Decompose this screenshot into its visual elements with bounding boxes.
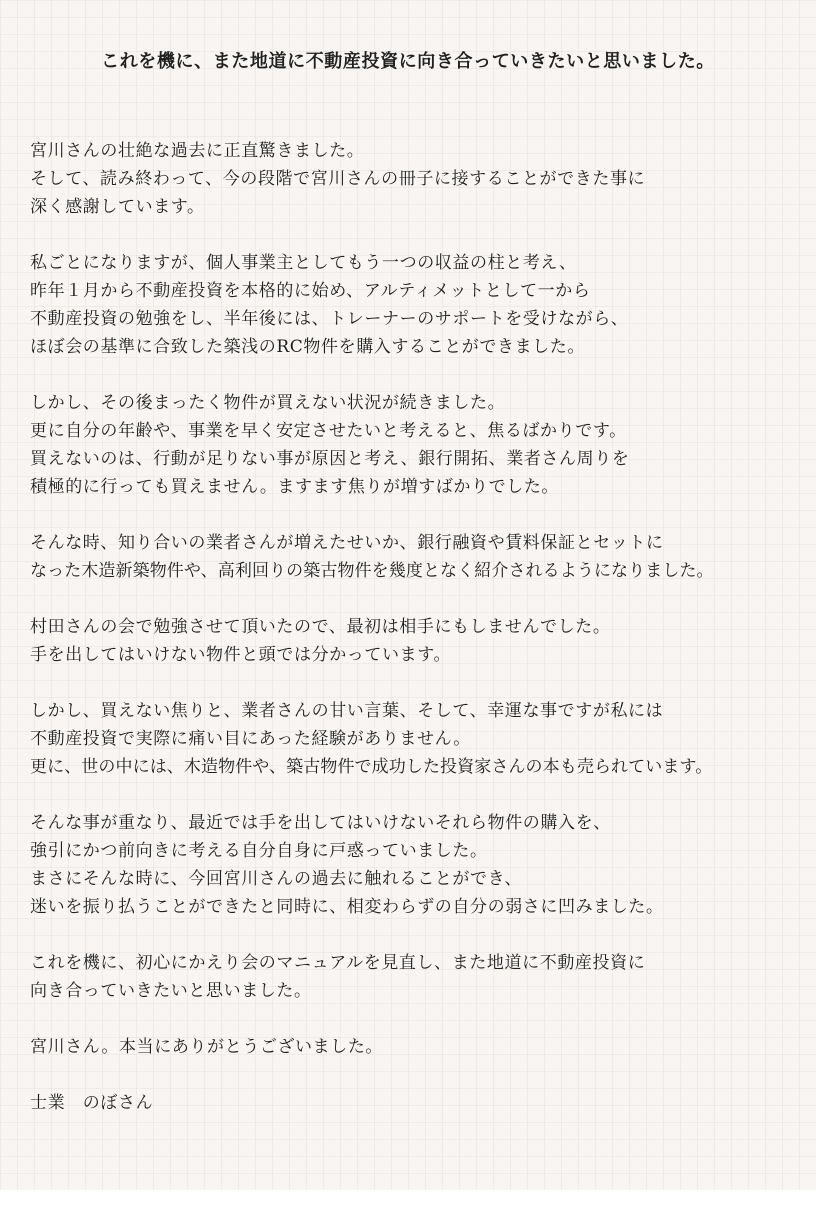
signature: 士業 のぼさん — [30, 1093, 154, 1113]
text-line: まさにそんな時に、今回宮川さんの過去に触れることができ、 — [30, 869, 523, 889]
text-line: これを機に、初心にかえり会のマニュアルを見直し、また地道に不動産投資に — [30, 953, 646, 973]
text-line: 宮川さん。本当にありがとうございました。 — [30, 1037, 384, 1057]
paragraph-1 — [30, 137, 814, 221]
text-line: 深く感謝しています。 — [30, 197, 205, 217]
text-line: 更に、世の中には、木造物件や、築古物件で成功した投資家さんの本も売られています。 — [30, 757, 713, 777]
text-line: 手を出してはいけない物件と頭では分かっています。 — [30, 645, 452, 665]
text-line: そして、読み終わって、今の段階で宮川さんの冊子に接することができた事に — [30, 169, 646, 189]
paragraph-3 — [30, 389, 814, 501]
paragraph-8 — [30, 949, 814, 1005]
text-line: 買えないのは、行動が足りない事が原因と考え、銀行開拓、業者さん周りを — [30, 449, 630, 469]
letter-title: これを機に、また地道に不動産投資に向き合っていきたいと思いました。 — [101, 51, 715, 72]
text-line: 不動産投資で実際に痛い目にあった経験がありません。 — [30, 729, 471, 749]
text-line: しかし、買えない焦りと、業者さんの甘い言葉、そして、幸運な事ですが私には — [30, 701, 664, 721]
text-line: 村田さんの会で勉強させて頂いたので、最初は相手にもしませんでした。 — [30, 617, 611, 637]
text-line: 宮川さんの壮絶な過去に正直驚きました。 — [30, 141, 365, 161]
paragraph-2 — [30, 249, 814, 361]
text-line: 不動産投資の勉強をし、半年後には、トレーナーのサポートを受けながら、 — [30, 309, 629, 329]
text-line: 私ごとになりますが、個人事業主としてもう一つの収益の柱と考え、 — [30, 253, 577, 273]
paragraph-9 — [30, 1033, 814, 1061]
text-line: 昨年１月から不動産投資を本格的に始め、アルティメットとして一から — [30, 281, 591, 301]
text-line: しかし、その後まったく物件が買えない状況が続きました。 — [30, 393, 506, 413]
paragraph-5 — [30, 613, 814, 669]
text-line: そんな時、知り合いの業者さんが増えたせいか、銀行融資や賃料保証とセットに — [30, 533, 664, 553]
paragraph-4 — [30, 529, 814, 585]
paragraph-6 — [30, 697, 814, 781]
text-line: 迷いを振り払うことができたと同時に、相変わらずの自分の弱さに凹みました。 — [30, 897, 664, 917]
text-line: ほぼ会の基準に合致した築浅のRC物件を購入することができました。 — [30, 337, 586, 357]
text-line: 強引にかつ前向きに考える自分自身に戸惑っていました。 — [30, 841, 488, 861]
text-line: 向き合っていきたいと思いました。 — [30, 981, 312, 1001]
text-line: 更に自分の年齢や、事業を早く安定させたいと考えると、焦るばかりです。 — [30, 421, 627, 441]
text-line: そんな事が重なり、最近では手を出してはいけないそれら物件の購入を、 — [30, 813, 611, 833]
letter-body — [30, 137, 814, 1117]
text-line: 積極的に行っても買えません。ますます焦りが増すばかりでした。 — [30, 477, 560, 497]
text-line: なった木造新築物件や、高利回りの築古物件を幾度となく紹介されるようになりました。 — [30, 561, 714, 581]
paragraph-7 — [30, 809, 814, 921]
